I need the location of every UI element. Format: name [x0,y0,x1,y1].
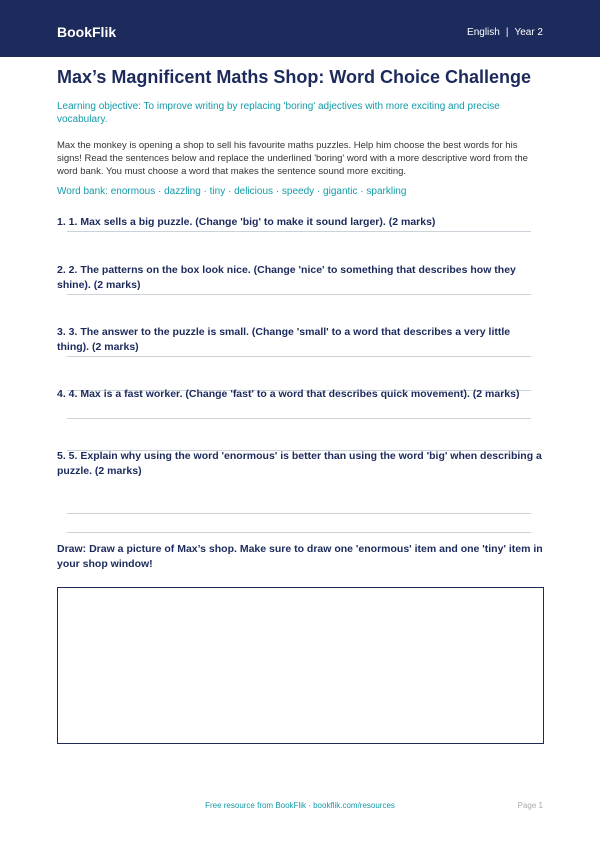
draw-prompt: Draw: Draw a picture of Max’s shop. Make sure to draw one 'enormous' item and one 'tiny' item in your shop window! [57,543,543,570]
answer-line-4[interactable] [67,418,531,419]
drawing-box[interactable] [57,587,544,744]
question-1: 1. 1. Max sells a big puzzle. (Change 'big' to make it sound larger). (2 marks) [57,216,436,228]
year-label: Year 2 [514,27,543,38]
brand-logo[interactable]: BookFlik [57,24,117,40]
answer-line-5a[interactable] [67,513,531,514]
answer-line-3[interactable] [67,356,531,357]
question-4: 4. 4. Max is a fast worker. (Change 'fast' to a word that describes quick movement). (2 marks) [57,388,520,400]
answer-line-5b[interactable] [67,532,531,533]
separator: | [505,27,509,38]
header-meta [467,27,543,38]
header-bar [0,0,600,57]
answer-line-1[interactable] [67,231,531,232]
word-bank: Word bank: enormous · dazzling · tiny · delicious · speedy · gigantic · sparkling [57,186,407,197]
page-number: Page 1 [517,801,543,810]
page-title: Max’s Magnificent Maths Shop: Word Choice Challenge [57,67,532,87]
question-3: 3. 3. The answer to the puzzle is small. (Change 'small' to a word that describes a very little thing). (2 marks) [57,326,511,353]
footer-text[interactable]: Free resource from BookFlik · bookflik.com/resources [205,801,395,810]
question-5: 5. 5. Explain why using the word 'enormous' is better than using the word 'big' when describing a puzzle. (2 marks) [57,450,542,477]
answer-line-2[interactable] [67,294,531,295]
question-2: 2. 2. The patterns on the box look nice. (Change 'nice' to something that describes how they shine). (2 marks) [57,264,516,291]
learning-objective: Learning objective: To improve writing by replacing 'boring' adjectives with more exciting and precise vocabulary. [57,101,500,125]
intro-text: Max the monkey is opening a shop to sell his favourite maths puzzles. Help him choose the best words for his signs! Read the sentences below and replace the underlined 'boring' word with a more descriptive word from the word bank. You must choose a word that makes the sentence sound more exciting. [57,140,528,177]
subject-label: English [467,27,500,38]
